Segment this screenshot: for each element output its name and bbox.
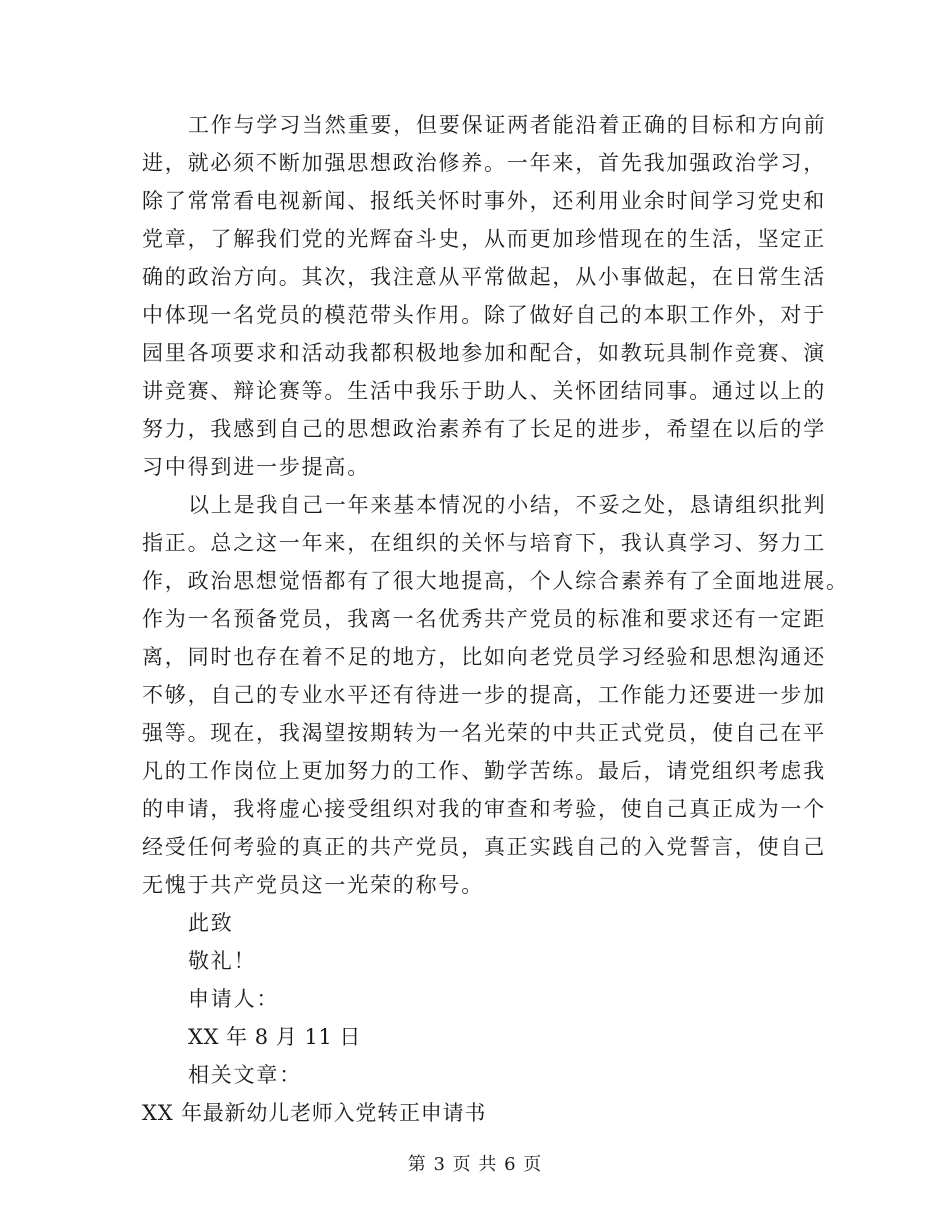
text-line: 讲竞赛、辩论赛等。生活中我乐于助人、关怀团结同事。通过以上的 [142, 379, 826, 403]
text-line: 以上是我自己一年来基本情况的小结，不妥之处，恳请组织批判 [188, 493, 827, 517]
date: XX 年 8 月 11 日 [188, 1025, 361, 1049]
text-line: 除了常常看电视新闻、报纸关怀时事外，还利用业余时间学习党史和 [142, 189, 826, 213]
text-line: 作，政治思想觉悟都有了很大地提高，个人综合素养有了全面地进展。 [142, 569, 849, 593]
applicant-label: 申请人： [188, 987, 280, 1011]
text-line: 园里各项要求和活动我都积极地参加和配合，如教玩具制作竞赛、演 [142, 341, 826, 365]
salutation: 此致 [188, 911, 234, 935]
text-line: 指正。总之这一年来，在组织的关怀与培育下，我认真学习、努力工 [142, 531, 826, 555]
text-line: 确的政治方向。其次，我注意从平常做起，从小事做起，在日常生活 [142, 265, 826, 289]
text-line: 党章，了解我们党的光辉奋斗史，从而更加珍惜现在的生活，坚定正 [142, 227, 826, 251]
text-line: 中体现一名党员的模范带头作用。除了做好自己的本职工作外，对于 [142, 303, 826, 327]
text-line: 工作与学习当然重要，但要保证两者能沿着正确的目标和方向前 [188, 113, 827, 137]
text-line: 努力，我感到自己的思想政治素养有了长足的进步，希望在以后的学 [142, 417, 826, 441]
text-line: 进，就必须不断加强思想政治修养。一年来，首先我加强政治学习， [142, 151, 826, 175]
text-line: 经受任何考验的真正的共产党员，真正实践自己的入党誓言，使自己 [142, 835, 826, 859]
text-line: 的申请，我将虚心接受组织对我的审查和考验，使自己真正成为一个 [142, 797, 826, 821]
text-line: 习中得到进一步提高。 [142, 455, 370, 479]
regards: 敬礼！ [188, 949, 257, 973]
related-article-link[interactable]: XX 年最新幼儿老师入党转正申请书 [142, 1101, 487, 1125]
text-line: 作为一名预备党员，我离一名优秀共产党员的标准和要求还有一定距 [142, 607, 826, 631]
text-line: 不够，自己的专业水平还有待进一步的提高，工作能力还要进一步加 [142, 683, 826, 707]
text-line: 强等。现在，我渴望按期转为一名光荣的中共正式党员，使自己在平 [142, 721, 826, 745]
text-line: 离，同时也存在着不足的地方，比如向老党员学习经验和思想沟通还 [142, 645, 826, 669]
text-line: 凡的工作岗位上更加努力的工作、勤学苦练。最后，请党组织考虑我 [142, 759, 826, 783]
related-articles-label: 相关文章： [188, 1063, 302, 1087]
page-number-footer: 第 3 页 共 6 页 [407, 1154, 543, 1175]
text-line: 无愧于共产党员这一光荣的称号。 [142, 873, 484, 897]
